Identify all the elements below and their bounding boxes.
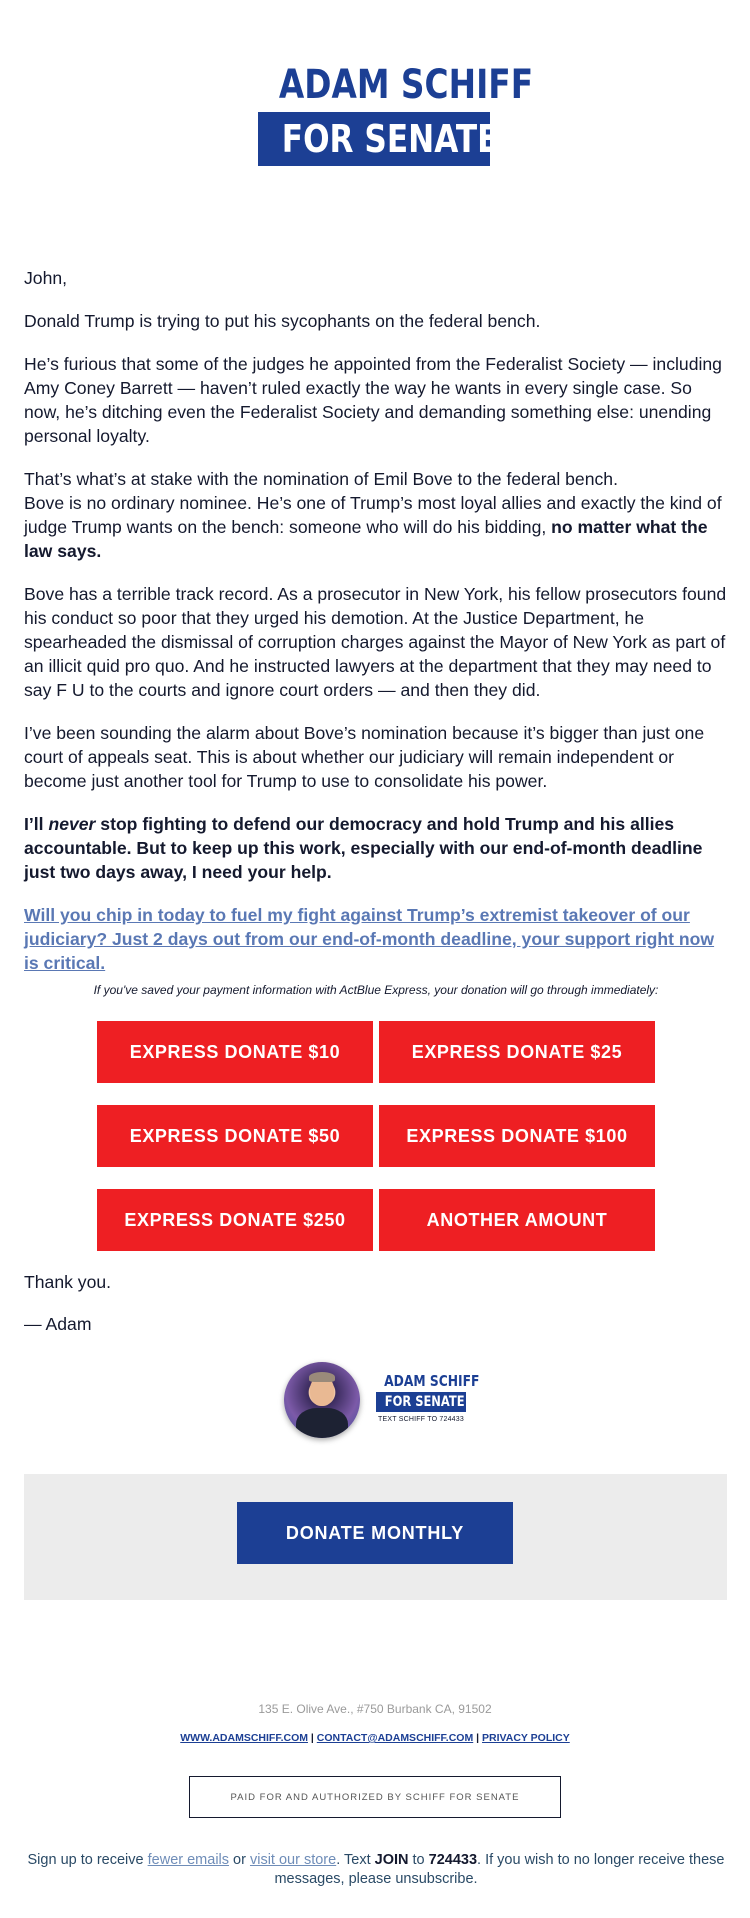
paragraph-4: Bove has a terrible track record. As a prosecutor in New York, his fellow prosecutors found his conduct so poor that they urged his demotion. At the Justice Department, he spearheaded the dismissal of corruption charges against the Mayor of New York as part of an illicit quid pro quo. And he instructed lawyers at the department that they may need to say F U to the courts and ignore court orders — and then they did. <box>24 584 727 700</box>
express-donate-100-button[interactable]: EXPRESS DONATE $100 <box>379 1105 655 1167</box>
link-separator: | <box>310 1732 314 1744</box>
cta-paragraph <box>24 903 728 975</box>
paragraph-1: Donald Trump is trying to put his sycophants on the federal bench. <box>24 311 541 331</box>
mailing-address: 135 E. Olive Ave., #750 Burbank CA, 91502 <box>258 1702 492 1716</box>
visit-store-link[interactable]: visit our store <box>249 1852 337 1868</box>
logo-banner-text: FOR SENATE <box>281 117 499 161</box>
signature-logo-name: ADAM SCHIFF <box>384 1372 480 1390</box>
signature-logo-banner-text: FOR SENATE <box>384 1394 465 1410</box>
donate-cta-link[interactable]: Will you chip in today to fuel my fight against Trump’s extremist takeover of our judiciary? Just 2 days out from our end-of-month deadline, your support right now is critical. <box>24 905 715 973</box>
express-donate-250-button[interactable]: EXPRESS DONATE $250 <box>97 1189 373 1251</box>
paragraph-3b-text: Bove is no ordinary nominee. He’s one of Trump’s most loyal allies and exactly the kind of judge Trump wants on the bench: someone who will do his bidding, <box>24 493 722 537</box>
thank-you: Thank you. <box>24 1272 112 1292</box>
express-donate-10-button[interactable]: EXPRESS DONATE $10 <box>97 1021 373 1083</box>
footer-links <box>0 1732 750 1744</box>
join-keyword: JOIN <box>374 1852 409 1868</box>
letter-body <box>24 266 728 994</box>
paragraph-6-emphasis: never <box>48 814 96 834</box>
paragraph-2: He’s furious that some of the judges he appointed from the Federalist Society — including Amy Coney Barrett — haven’t ruled exactly the way he wants in every single case. So now, he’s ditching even the Federalist Society and demanding something else: unending personal loyalty. <box>24 354 722 446</box>
paragraph-3b-bold: no matter what the law says. <box>24 517 708 561</box>
paragraph-3b <box>24 491 728 563</box>
another-amount-button[interactable]: ANOTHER AMOUNT <box>379 1189 655 1251</box>
text-signup-line: TEXT SCHIFF TO 724433 <box>378 1416 464 1423</box>
paragraph-3a: That’s what’s at stake with the nomination of Emil Bove to the federal bench. <box>24 469 618 489</box>
monthly-donation-band <box>24 1474 727 1600</box>
signoff: — Adam <box>24 1314 92 1334</box>
paragraph-5: I’ve been sounding the alarm about Bove’s nomination because it’s bigger than just one court of appeals seat. This is about whether our judiciary will remain independent or become just another tool for Trump to use to consolidate his power. <box>24 723 705 791</box>
paragraph-6 <box>24 812 728 884</box>
signature-block <box>284 1362 484 1442</box>
logo-banner <box>258 112 499 166</box>
paragraph-6-pre: I’ll <box>24 814 49 834</box>
header-logo[interactable] <box>258 62 534 166</box>
express-donate-25-button[interactable]: EXPRESS DONATE $25 <box>379 1021 655 1083</box>
paid-for-disclaimer: PAID FOR AND AUTHORIZED BY SCHIFF FOR SENATE <box>189 1776 561 1818</box>
express-donate-50-button[interactable]: EXPRESS DONATE $50 <box>97 1105 373 1167</box>
privacy-policy-link[interactable]: PRIVACY POLICY <box>482 1732 570 1744</box>
avatar <box>284 1362 360 1438</box>
fewer-emails-link[interactable]: fewer emails <box>147 1852 230 1868</box>
donate-monthly-button[interactable]: DONATE MONTHLY <box>237 1502 513 1564</box>
express-note: If you've saved your payment information with ActBlue Express, your donation will go through immediately: <box>93 983 659 997</box>
link-separator: | <box>476 1732 480 1744</box>
paragraph-6-post: stop fighting to defend our democracy and hold Trump and his allies accountable. But to keep up this work, especially with our end-of-month deadline just two days away, I need your help. <box>24 814 703 882</box>
footer-signup: Sign up to receive fewer emails or visit our store. Text JOIN to 724433. If you wish to no longer receive these messages, please unsubscribe. <box>27 1852 725 1887</box>
signature-logo <box>376 1372 480 1423</box>
shortcode: 724433 <box>428 1852 478 1868</box>
contact-email-link[interactable]: CONTACT@ADAMSCHIFF.COM <box>316 1732 474 1744</box>
signature-logo-banner <box>376 1392 466 1412</box>
website-link[interactable]: WWW.ADAMSCHIFF.COM <box>180 1732 308 1744</box>
logo-name: ADAM SCHIFF <box>278 62 534 108</box>
greeting: John, <box>24 268 68 288</box>
closing <box>24 1270 111 1354</box>
